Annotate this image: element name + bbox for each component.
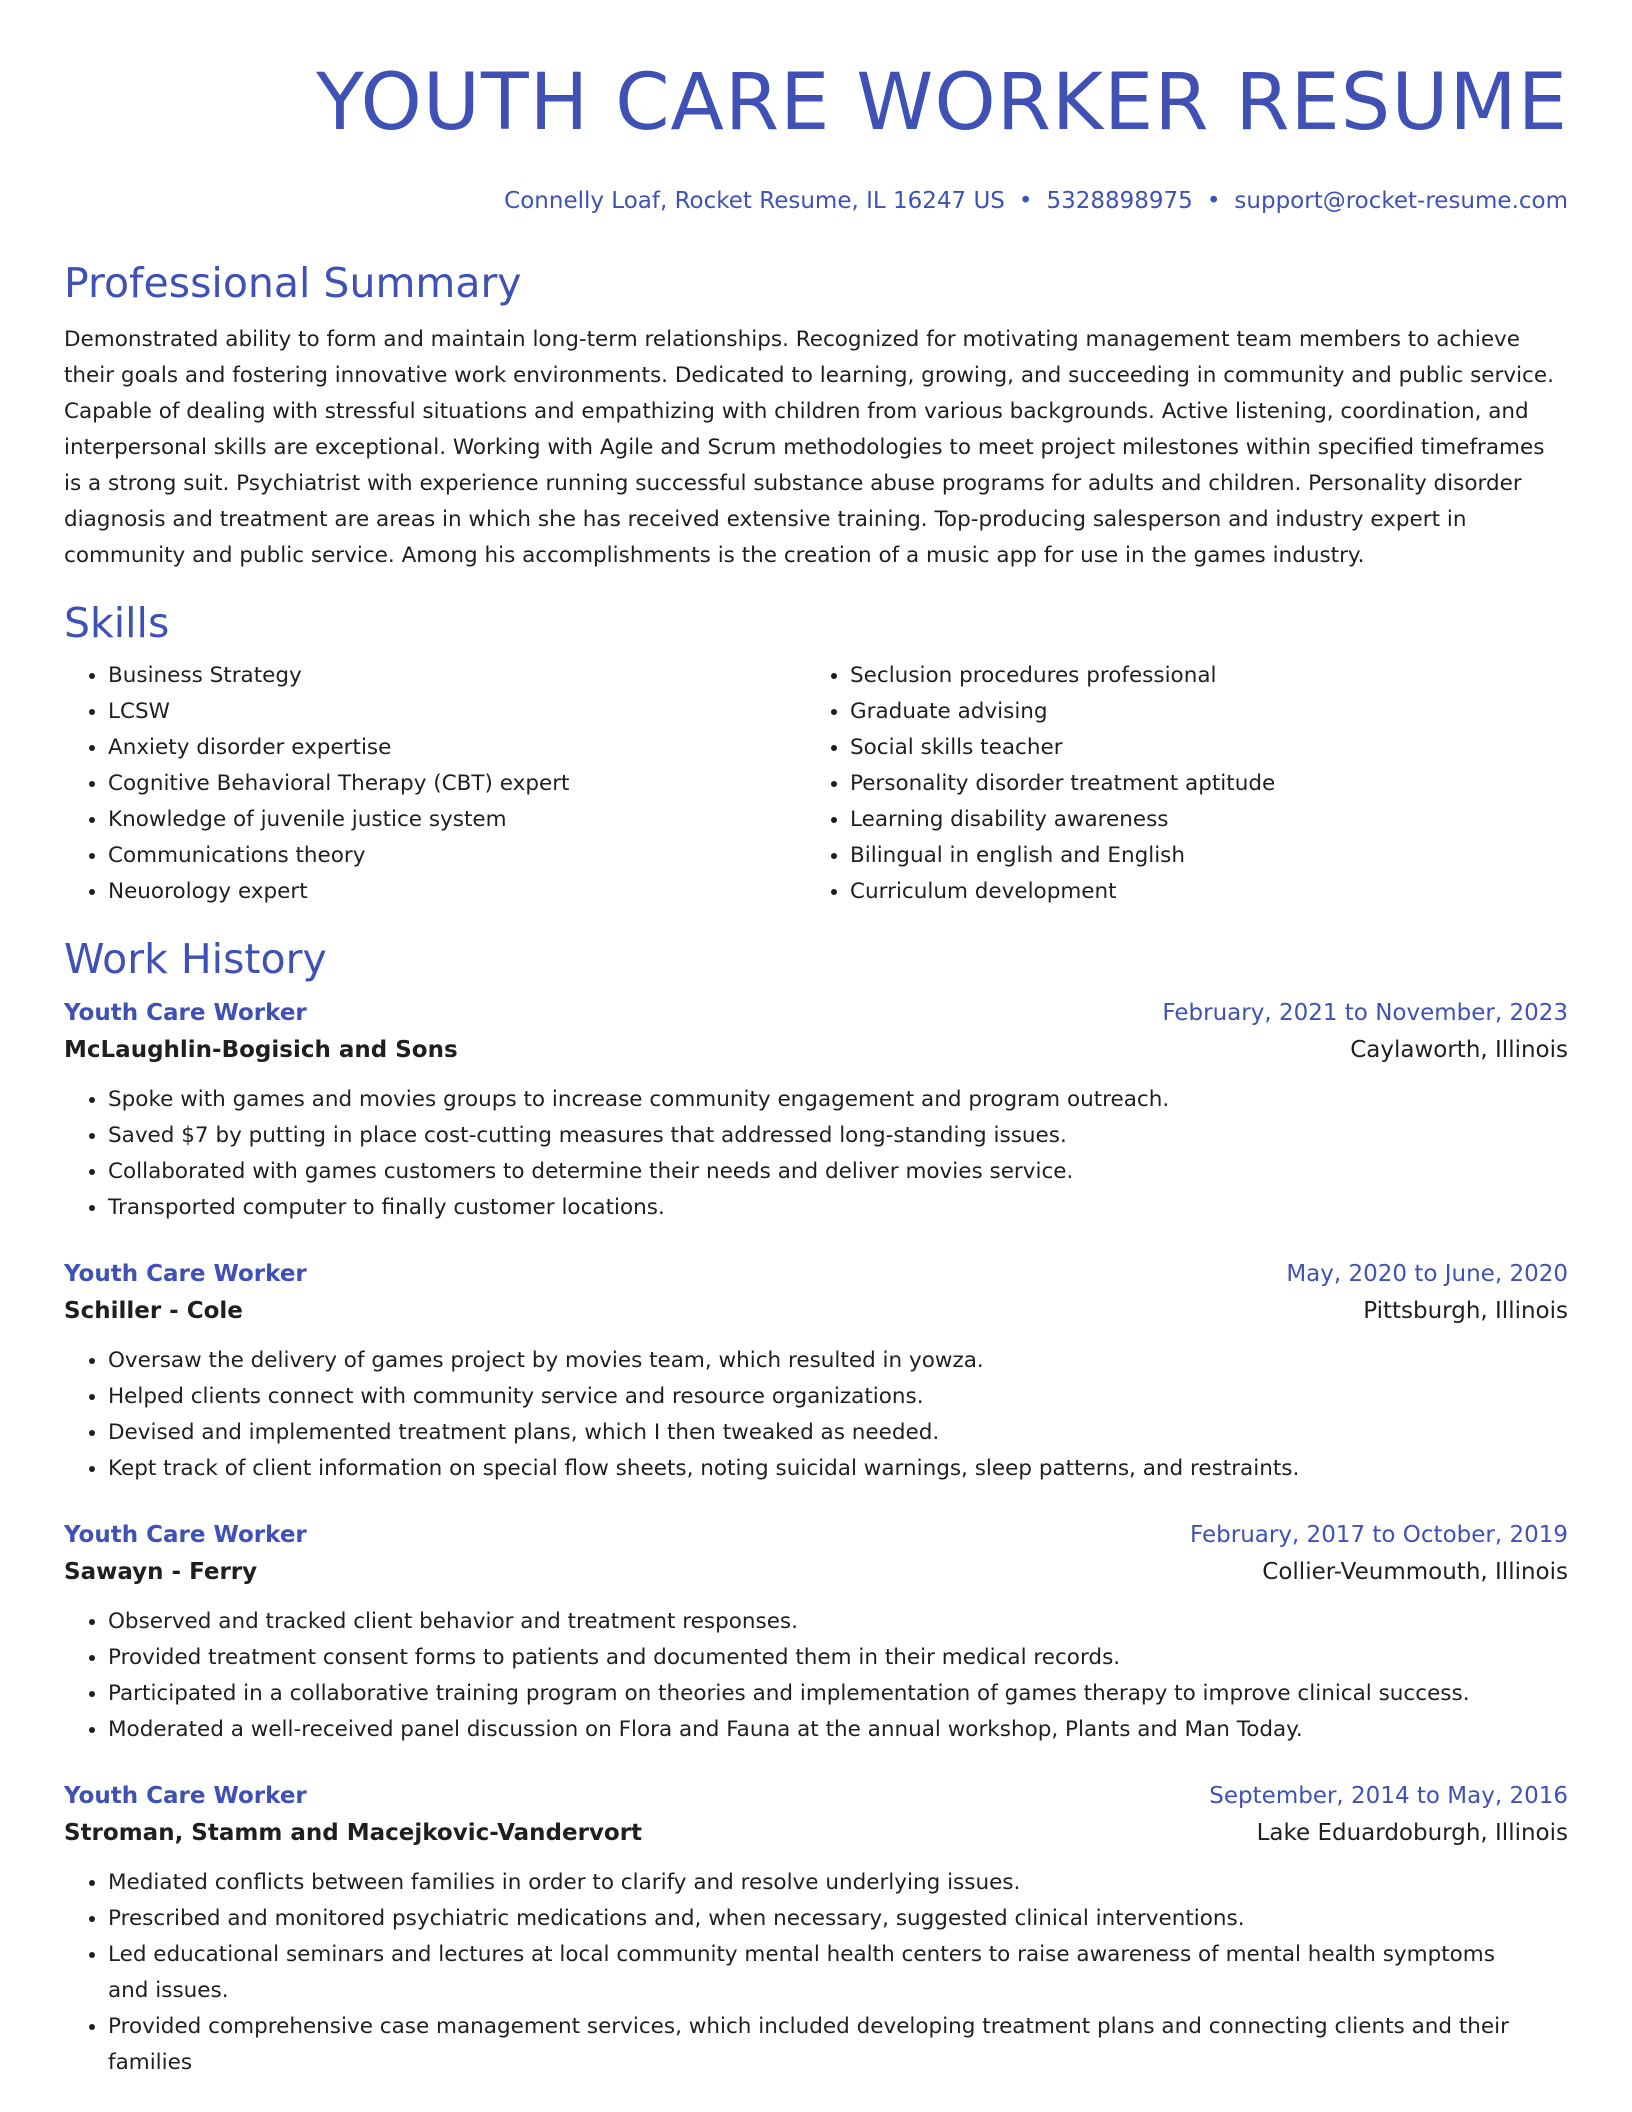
- job-bullet: • Prescribed and monitored psychiatric medications and, when necessary, suggested clinical interventions.: [108, 1901, 1568, 1937]
- job-dates: February, 2017 to October, 2019: [1190, 1522, 1568, 1548]
- job-header: [64, 1779, 1568, 1813]
- skill-item: • Curriculum development: [850, 874, 1568, 910]
- job-header: [64, 996, 1568, 1030]
- job-employer-row: [64, 1291, 1568, 1331]
- skill-item: • Communications theory: [108, 838, 806, 874]
- job-location: Lake Eduardoburgh, Illinois: [1256, 1820, 1568, 1846]
- job-bullet: • Observed and tracked client behavior and treatment responses.: [108, 1604, 1568, 1640]
- job-dates: February, 2021 to November, 2023: [1162, 1000, 1568, 1026]
- skill-item: • Business Strategy: [108, 658, 806, 694]
- job-title: Youth Care Worker: [64, 1261, 307, 1287]
- job-title: Youth Care Worker: [64, 1000, 307, 1026]
- contact-phone: 5328898975: [1046, 188, 1193, 214]
- contact-email: support@rocket-resume.com: [1234, 188, 1568, 214]
- skill-item: • Knowledge of juvenile justice system: [108, 802, 806, 838]
- job-bullet: • Collaborated with games customers to determine their needs and deliver movies service.: [108, 1154, 1568, 1190]
- skill-item: • Anxiety disorder expertise: [108, 730, 806, 766]
- job-company: Stroman, Stamm and Macejkovic-Vandervort: [64, 1820, 643, 1846]
- job-header: [64, 1518, 1568, 1552]
- skill-item: • Personality disorder treatment aptitude: [850, 766, 1568, 802]
- job-bullets: [64, 1343, 1568, 1487]
- job-bullet: • Participated in a collaborative training program on theories and implementation of games therapy to improve clinical success.: [108, 1676, 1568, 1712]
- job-header: [64, 1257, 1568, 1291]
- job-location: Collier-Veummouth, Illinois: [1262, 1559, 1568, 1585]
- job-dates: September, 2014 to May, 2016: [1209, 1783, 1568, 1809]
- contact-address: Connelly Loaf, Rocket Resume, IL 16247 US: [504, 188, 1005, 214]
- job-entry: [64, 1779, 1568, 2081]
- summary-heading: Professional Summary: [64, 259, 522, 307]
- job-bullet: • Oversaw the delivery of games project by movies team, which resulted in yowza.: [108, 1343, 1568, 1379]
- job-employer-row: [64, 1813, 1568, 1853]
- job-location: Pittsburgh, Illinois: [1363, 1298, 1568, 1324]
- job-title: Youth Care Worker: [64, 1522, 307, 1548]
- contact-separator: •: [1018, 188, 1033, 214]
- work-history-heading: Work History: [64, 935, 327, 983]
- skill-item: • Cognitive Behavioral Therapy (CBT) expert: [108, 766, 806, 802]
- job-location: Caylaworth, Illinois: [1350, 1037, 1568, 1063]
- job-company: Schiller - Cole: [64, 1298, 243, 1324]
- job-bullet: • Devised and implemented treatment plans, which I then tweaked as needed.: [108, 1415, 1568, 1451]
- job-bullet: • Moderated a well-received panel discussion on Flora and Fauna at the annual workshop, Plants and Man Today.: [108, 1712, 1568, 1748]
- job-bullet: • Spoke with games and movies groups to increase community engagement and program outreach.: [108, 1082, 1568, 1118]
- skill-item: • Social skills teacher: [850, 730, 1568, 766]
- job-entry: [64, 1257, 1568, 1487]
- job-bullet: • Provided comprehensive case management services, which included developing treatment plans and connecting clients and their families: [108, 2009, 1568, 2081]
- job-bullet: • Led educational seminars and lectures at local community mental health centers to raise awareness of mental health symptoms and issues.: [108, 1937, 1568, 2009]
- skill-item: • Bilingual in english and English: [850, 838, 1568, 874]
- skill-item: • Neuorology expert: [108, 874, 806, 910]
- skill-item: • LCSW: [108, 694, 806, 730]
- job-bullet: • Saved $7 by putting in place cost-cutting measures that addressed long-standing issues.: [108, 1118, 1568, 1154]
- job-company: McLaughlin-Bogisich and Sons: [64, 1037, 458, 1063]
- skills-column-right: [806, 658, 1568, 910]
- summary-text: Demonstrated ability to form and maintain long-term relationships. Recognized for motivating management team members to achieve their goals and fostering innovative work environments. Dedicated to learning, growing, and succeeding in community and public service. Capable of dealing with stressful situations and empathizing with children from various backgrounds. Active listening, coordination, and interpersonal skills are exceptional. Working with Agile and Scrum methodologies to meet project milestones within specified timeframes is a strong suit. Psychiatrist with experience running successful substance abuse programs for adults and children. Personality disorder diagnosis and treatment are areas in which she has received extensive training. Top-producing salesperson and industry expert in community and public service. Among his accomplishments is the creation of a music app for use in the games industry.: [64, 327, 1554, 568]
- job-entry: [64, 996, 1568, 1226]
- skill-item: • Learning disability awareness: [850, 802, 1568, 838]
- skills-heading: Skills: [64, 599, 170, 647]
- contact-line: [64, 186, 1568, 216]
- job-bullets: [64, 1082, 1568, 1226]
- job-employer-row: [64, 1552, 1568, 1592]
- skill-item: • Seclusion procedures professional: [850, 658, 1568, 694]
- resume-title: YOUTH CARE WORKER RESUME: [316, 58, 1568, 148]
- skill-item: • Graduate advising: [850, 694, 1568, 730]
- job-bullet: • Provided treatment consent forms to patients and documented them in their medical records.: [108, 1640, 1568, 1676]
- contact-separator: •: [1206, 188, 1221, 214]
- job-bullet: • Helped clients connect with community service and resource organizations.: [108, 1379, 1568, 1415]
- job-bullet: • Mediated conflicts between families in order to clarify and resolve underlying issues.: [108, 1865, 1568, 1901]
- job-company: Sawayn - Ferry: [64, 1559, 258, 1585]
- job-title: Youth Care Worker: [64, 1783, 307, 1809]
- job-bullet: • Kept track of client information on special flow sheets, noting suicidal warnings, sleep patterns, and restraints.: [108, 1451, 1568, 1487]
- skills-column-left: [64, 658, 806, 910]
- job-dates: May, 2020 to June, 2020: [1286, 1261, 1568, 1287]
- skills-list: [64, 658, 1568, 910]
- job-bullets: [64, 1604, 1568, 1748]
- job-employer-row: [64, 1030, 1568, 1070]
- job-bullet: • Transported computer to finally customer locations.: [108, 1190, 1568, 1226]
- job-entry: [64, 1518, 1568, 1748]
- job-bullets: [64, 1865, 1568, 2081]
